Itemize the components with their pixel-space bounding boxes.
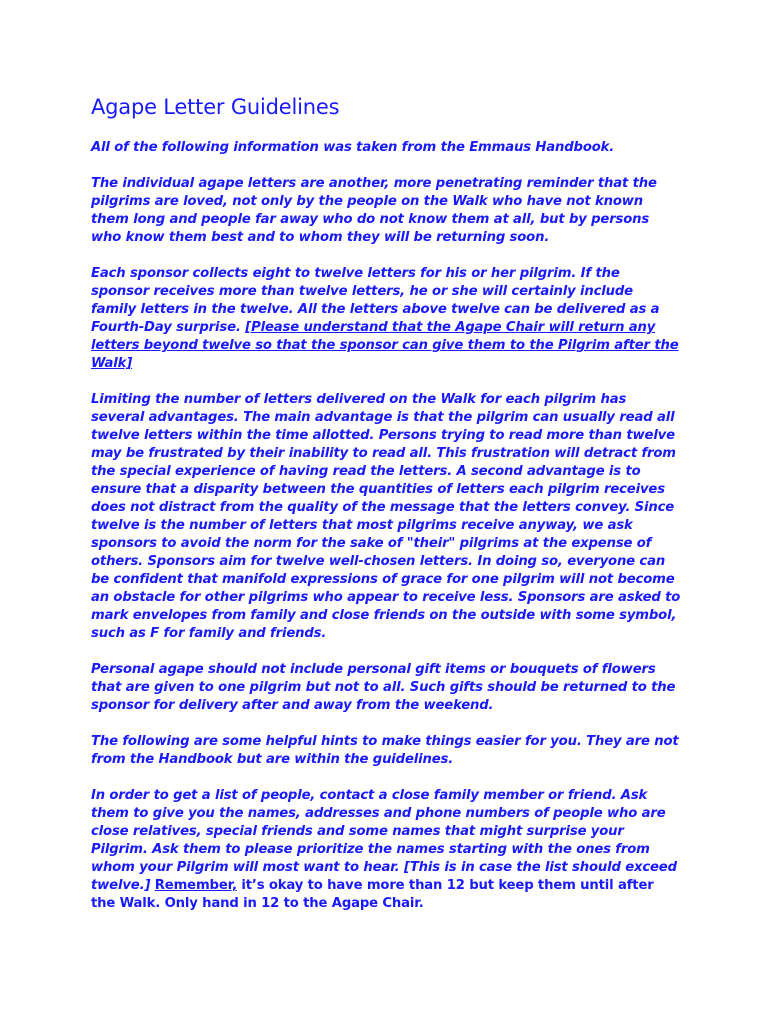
- agape-chair-note: [Please understand that the Agape Chair will return any letters beyond twelve so that the sponsor can give them to the Pilgrim after the Walk]: [91, 320, 679, 371]
- remember-note: Remember,: [154, 878, 237, 893]
- intro-paragraph: All of the following information was taken from the Emmaus Handbook.: [91, 140, 615, 155]
- limiting-paragraph: Limiting the number of letters delivered on the Walk for each pilgrim has several advantages. The main advantage is that the pilgrim can usually read all twelve letters within the time allotted. Persons trying to read more than twelve may be frustrated by their inability to read all. This frustration will detract from the special experience of having read the letters. A second advantage is to ensure that a disparity between the quantities of letters each pilgrim receives does not distract from the quality of the message that the letters convey. Since twelve is the number of letters that most pilgrims receive anyway, we ask sponsors to avoid the norm for the sake of "their" pilgrims at the expense of others. Sponsors aim for twelve well-chosen letters. In doing so, everyone can be confident that manifold expressions of grace for one pilgrim will not become an obstacle for other pilgrims who appear to receive less. Sponsors are asked to mark envelopes from family and close friends on the outside with some symbol, such as F for family and friends.: [91, 392, 681, 641]
- purpose-paragraph: The individual agape letters are another, more penetrating reminder that the pilgrims are loved, not only by the people on the Walk who have not known them long and people far away who do not know them at all, but by persons who know them best and to whom they will be returning soon.: [91, 176, 657, 245]
- gift-items-paragraph: Personal agape should not include personal gift items or bouquets of flowers that are given to one pilgrim but not to all. Such gifts should be returned to the sponsor for delivery after and away from the weekend.: [91, 662, 676, 713]
- list-of-people-text: In order to get a list of people, contact a close family member or friend. Ask them to give you the names, addresses and phone numbers of people who are close relatives, special friends and some names that might surprise your Pilgrim. Ask them to please prioritize the names starting with the ones from whom your Pilgrim will most want to hear. [This is in case the list should exceed twelve.]: [91, 788, 677, 893]
- list-of-people-paragraph: [91, 787, 681, 913]
- letter-count-paragraph: [91, 265, 681, 373]
- helpful-hints-paragraph: The following are some helpful hints to make things easier for you. They are not from the Handbook but are within the guidelines.: [91, 734, 679, 767]
- document-title: Agape Letter Guidelines: [91, 95, 340, 119]
- remember-tail: it’s okay to have more than 12 but keep them until after the Walk. Only hand in 12 to the Agape Chair.: [91, 878, 654, 911]
- document-body: [91, 93, 681, 931]
- letter-count-text: Each sponsor collects eight to twelve letters for his or her pilgrim. If the sponsor receives more than twelve letters, he or she will certainly include family letters in the twelve. All the letters above twelve can be delivered as a Fourth-Day surprise.: [91, 266, 660, 335]
